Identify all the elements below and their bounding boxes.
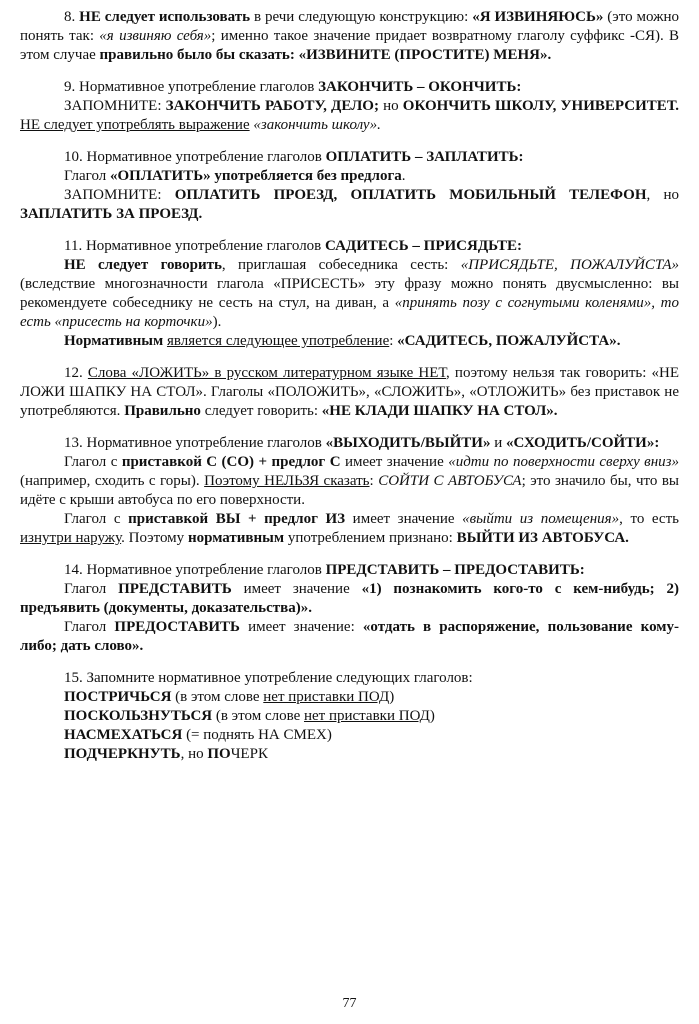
- page-body: [20, 8, 679, 777]
- bold-text: ПО: [207, 746, 231, 762]
- text: ЧЕРК: [230, 746, 268, 762]
- text: (это можно понять так:: [20, 9, 680, 44]
- text: , но: [180, 746, 208, 762]
- text: 14. Нормативное употребление глаголов: [64, 562, 326, 578]
- rule-15-list: [20, 688, 679, 764]
- text: . Поэтому: [121, 530, 188, 546]
- text: 15. Запомните нормативное употребление следующих глаголов:: [64, 670, 473, 686]
- underlined-text: нет приставки ПОД: [263, 689, 390, 705]
- text: и: [490, 435, 506, 451]
- list-item: [64, 745, 679, 764]
- rule-14: [20, 561, 679, 656]
- rule-15-heading: [20, 669, 679, 688]
- bold-text: ПОСКОЛЬЗНУТЬСЯ: [64, 708, 213, 724]
- text: (= поднять НА СМЕХ): [182, 727, 332, 743]
- text: имеет значение: [345, 511, 463, 527]
- text: имеет значение:: [239, 619, 363, 635]
- bold-text: САДИТЕСЬ – ПРИСЯДЬТЕ:: [325, 238, 522, 254]
- bold-text: «НЕ КЛАДИ ШАПКУ НА СТОЛ».: [321, 403, 558, 419]
- rule-10-heading: [20, 148, 679, 167]
- text: в речи следующую конструкцию:: [250, 9, 473, 25]
- rule-12: [20, 364, 679, 421]
- rule-10-text: [20, 167, 679, 186]
- bold-text: «СХОДИТЬ/СОЙТИ»:: [506, 435, 660, 451]
- rule-13-heading: [20, 434, 679, 453]
- bold-text: «ОПЛАТИТЬ» употребляется без предлога: [110, 168, 402, 184]
- rule-9-text: [20, 97, 679, 135]
- rule-10-remember: [20, 186, 679, 224]
- text: употреблением признано:: [284, 530, 457, 546]
- text: ): [389, 689, 395, 705]
- rule-8: [20, 8, 679, 65]
- text: Глагол: [64, 581, 119, 597]
- text: (например, сходить с горы).: [20, 473, 205, 489]
- rule-14-predstavit: [20, 580, 679, 618]
- bold-text: ОПЛАТИТЬ ПРОЕЗД, ОПЛАТИТЬ МОБИЛЬНЫЙ ТЕЛЕФОН: [174, 187, 647, 203]
- bold-text: ОПЛАТИТЬ – ЗАПЛАТИТЬ:: [325, 149, 524, 165]
- text: :: [369, 473, 379, 489]
- text: .: [401, 168, 406, 184]
- page-number: 77: [342, 996, 357, 1011]
- rule-13-text-vy: [20, 510, 679, 548]
- rule-9-heading: [20, 78, 679, 97]
- rule-12-text: [20, 364, 679, 421]
- text: (в этом слове: [171, 689, 264, 705]
- bold-text: «САДИТЕСЬ, ПОЖАЛУЙСТА».: [397, 333, 621, 349]
- rule-11-heading: [20, 237, 679, 256]
- italic-text: СОЙТИ С АВТОБУСА: [378, 473, 522, 489]
- bold-text: ОКОНЧИТЬ ШКОЛУ, УНИВЕРСИТЕТ.: [402, 98, 680, 114]
- text: ).: [212, 314, 222, 330]
- text: , но: [646, 187, 679, 203]
- text: 10. Нормативное употребление глаголов: [64, 149, 326, 165]
- rule-14-heading: [20, 561, 679, 580]
- text: ЗАПОМНИТЕ:: [64, 98, 166, 114]
- text: ; именно такое значение придает возвратному глаголу суффикс -СЯ). В этом случае: [20, 28, 680, 63]
- bold-text: ПРЕДОСТАВИТЬ: [114, 619, 240, 635]
- bold-text: приставкой ВЫ + предлог ИЗ: [128, 511, 346, 527]
- text: следует говорить:: [200, 403, 322, 419]
- text: Глагол с: [64, 454, 122, 470]
- rule-9: [20, 78, 679, 135]
- bold-text: НЕ следует говорить: [64, 257, 222, 273]
- text: 12.: [64, 365, 88, 381]
- bold-text: ЗАКОНЧИТЬ – ОКОНЧИТЬ:: [318, 79, 522, 95]
- rule-8-text: [20, 8, 679, 65]
- list-item: [64, 726, 679, 745]
- underlined-text: является следующее употребление: [166, 333, 390, 349]
- text: но: [378, 98, 403, 114]
- text: Глагол: [64, 619, 115, 635]
- bold-text: нормативным: [187, 530, 285, 546]
- text: 8.: [64, 9, 80, 25]
- list-item: [64, 688, 679, 707]
- rule-13-text-so: [20, 453, 679, 510]
- text: имеет значение: [231, 581, 362, 597]
- rule-15: [20, 669, 679, 764]
- text: ; это значило бы, что вы идёте с крыши автобуса по его поверхности.: [20, 473, 680, 508]
- bold-text: ЗАКОНЧИТЬ РАБОТУ, ДЕЛО;: [165, 98, 379, 114]
- bold-text: правильно было бы сказать: «ИЗВИНИТЕ (ПРОСТИТЕ) МЕНЯ».: [99, 47, 552, 63]
- underlined-text: Поэтому НЕЛЬЗЯ сказать: [204, 473, 370, 489]
- bold-text: «1) познакомить кого-то с кем-нибудь; 2) предъявить (документы, доказательства)».: [20, 581, 679, 616]
- bold-text: ВЫЙТИ ИЗ АВТОБУСА.: [456, 530, 629, 546]
- text: Глагол: [64, 168, 111, 184]
- underlined-text: НЕ следует употреблять выражение: [20, 117, 250, 133]
- bold-text: «Я ИЗВИНЯЮСЬ»: [472, 9, 604, 25]
- text: ЗАПОМНИТЕ:: [64, 187, 175, 203]
- italic-text: «идти по поверхности сверху вниз»: [448, 454, 679, 470]
- text: 13. Нормативное употребление глаголов: [64, 435, 326, 451]
- underlined-text: Слова «ЛОЖИТЬ» в русском литературном языке НЕТ: [87, 365, 447, 381]
- italic-text: «я извиняю себя»: [99, 28, 212, 44]
- italic-text: «закончить школу».: [253, 117, 381, 133]
- rule-10: [20, 148, 679, 224]
- bold-text: ПРЕДСТАВИТЬ – ПРЕДОСТАВИТЬ:: [325, 562, 585, 578]
- underlined-text: нет приставки ПОД: [303, 708, 430, 724]
- italic-text: «выйти из помещения»: [462, 511, 620, 527]
- text: 11. Нормативное употребление глаголов: [64, 238, 326, 254]
- rule-11: [20, 237, 679, 351]
- text: 9. Нормативное употребление глаголов: [64, 79, 319, 95]
- text: , приглашая собеседника сесть:: [221, 257, 461, 273]
- underlined-text: изнутри наружу: [20, 530, 122, 546]
- bold-text: «отдать в распоряжение, пользование кому-либо; дать слово».: [20, 619, 679, 654]
- italic-text: «ПРИСЯДЬТЕ, ПОЖАЛУЙСТА»: [460, 257, 679, 273]
- rule-11-normative: [20, 332, 679, 351]
- text: , то есть: [619, 511, 679, 527]
- text: (вследствие многозначности глагола «ПРИСЕСТЬ» эту фразу можно понять двусмысленно: вы рекомендуете собеседнику не сесть на стул, на диван, а: [20, 276, 679, 311]
- rule-11-text: [20, 256, 679, 332]
- bold-text: ЗАПЛАТИТЬ ЗА ПРОЕЗД.: [20, 206, 203, 222]
- bold-text: приставкой С (СО) + предлог С: [121, 454, 341, 470]
- text: :: [389, 333, 398, 349]
- text: имеет значение: [340, 454, 449, 470]
- text: Глагол с: [64, 511, 129, 527]
- italic-text: «принять позу с согнутыми коленями», то есть «присесть на корточки»: [20, 295, 679, 330]
- bold-text: НЕ следует использовать: [79, 9, 251, 25]
- text: , поэтому нельзя так говорить: «НЕ ЛОЖИ ШАПКУ НА СТОЛ». Глаголы «ПОЛОЖИТЬ», «СЛОЖИТЬ», «ОТЛОЖИТЬ» без приставок не употребляются.: [20, 365, 680, 419]
- list-item: [64, 707, 679, 726]
- bold-text: ПОСТРИЧЬСЯ: [64, 689, 172, 705]
- bold-text: НАСМЕХАТЬСЯ: [64, 727, 183, 743]
- text: ): [429, 708, 435, 724]
- rule-14-predostavit: [20, 618, 679, 656]
- bold-text: «ВЫХОДИТЬ/ВЫЙТИ»: [325, 435, 491, 451]
- text: (в этом слове: [212, 708, 304, 724]
- bold-text: Правильно: [124, 403, 201, 419]
- rule-13: [20, 434, 679, 548]
- bold-text: Нормативным: [64, 333, 164, 349]
- bold-text: ПРЕДСТАВИТЬ: [118, 581, 232, 597]
- bold-text: ПОДЧЕРКНУТЬ: [64, 746, 181, 762]
